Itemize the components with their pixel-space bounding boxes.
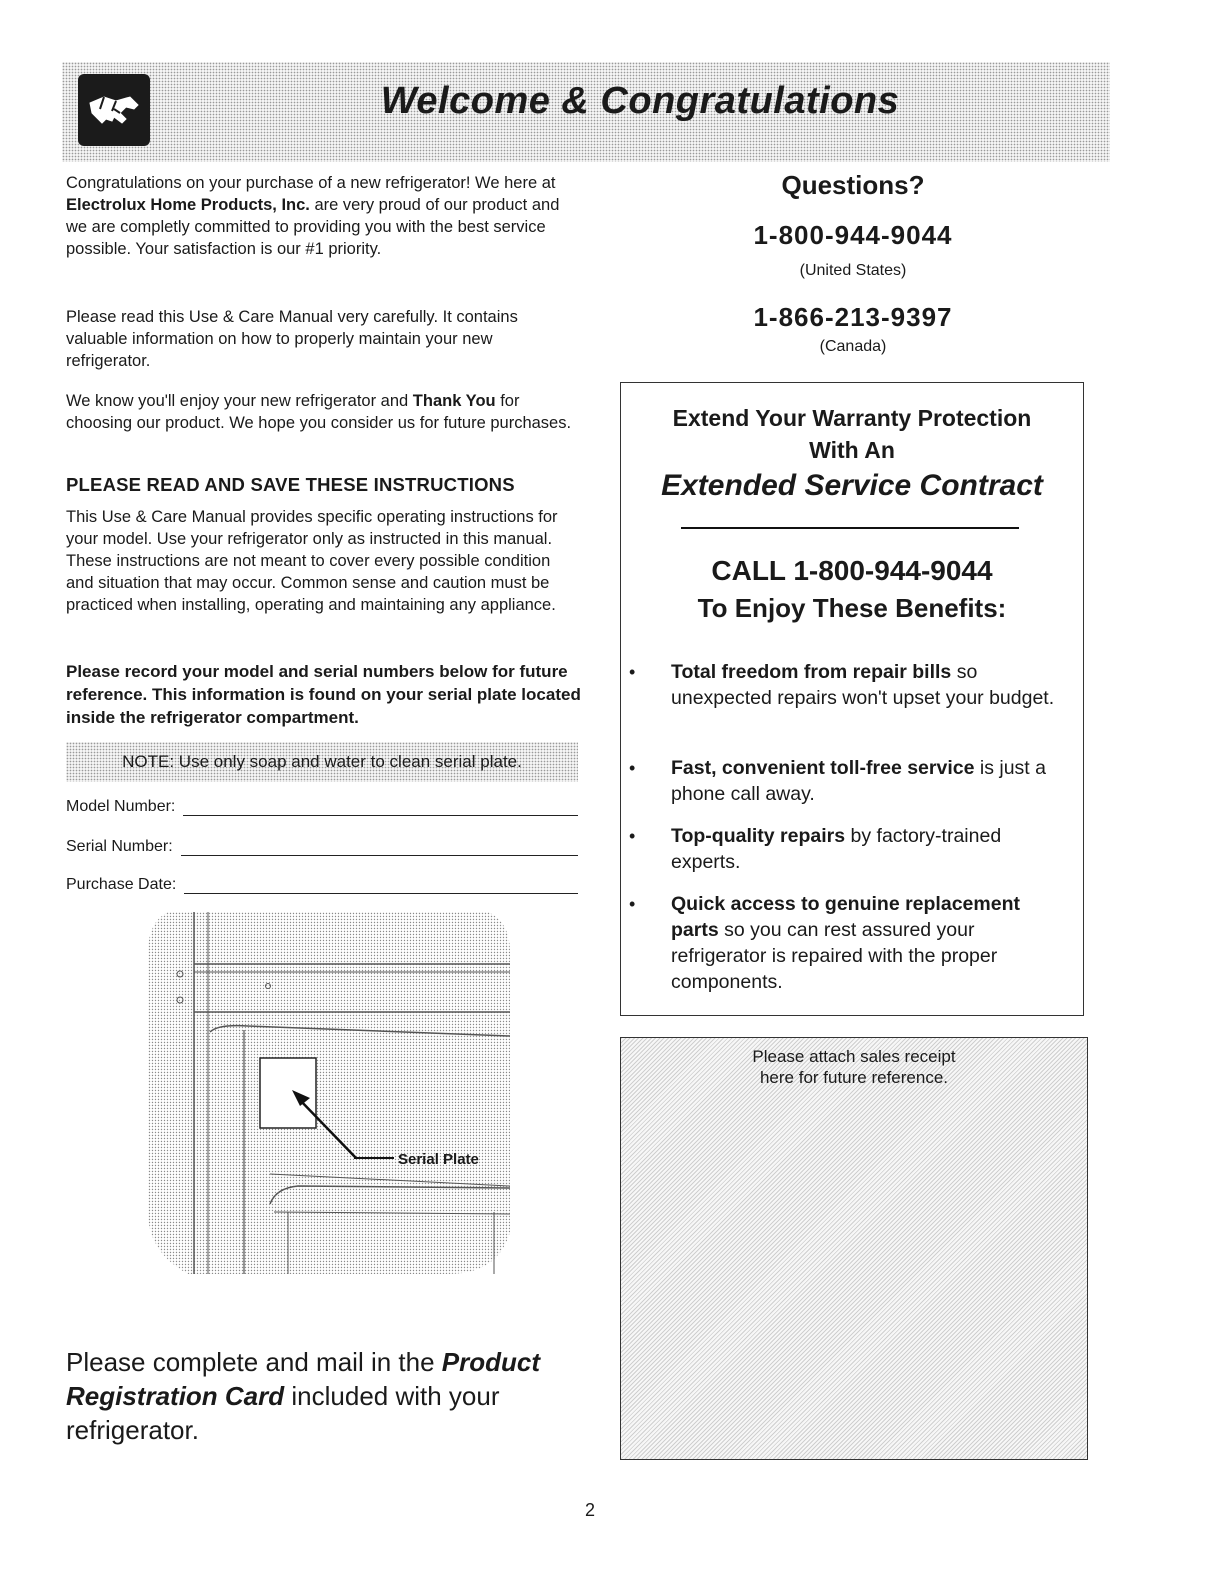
- warranty-subheading: With An: [809, 437, 895, 463]
- serial-number-label: Serial Number:: [66, 838, 173, 855]
- serial-number-line[interactable]: [181, 841, 578, 856]
- divider: [681, 527, 1019, 529]
- canada-phone-label: (Canada): [819, 338, 887, 355]
- record-numbers-notice: Please record your model and serial numbers below for future reference. This information is found on your serial plate located inside the refrigerator compartment.: [66, 662, 581, 727]
- canada-phone-number: 1-866-213-9397: [753, 302, 953, 332]
- warranty-heading: Extend Your Warranty Protection: [672, 405, 1032, 431]
- us-phone-number: 1-800-944-9044: [753, 220, 953, 250]
- serial-plate-marker: [260, 1058, 316, 1128]
- note-box: [66, 742, 578, 782]
- intro-paragraph-1: Congratulations on your purchase of a new refrigerator! We here at Electrolux Home Products, Inc. are very proud of our product and we are completly committed to providing you with the best service possible. Your satisfaction is our #1 priority.: [66, 174, 560, 258]
- bullet-icon: •: [629, 758, 636, 778]
- receipt-line-2: here for future reference.: [759, 1068, 949, 1087]
- model-number-line[interactable]: [183, 801, 578, 816]
- intro-paragraph-3: We know you'll enjoy your new refrigerator and Thank You for choosing our product. We hope you consider us for future purchases.: [66, 392, 572, 432]
- model-number-field[interactable]: [66, 792, 578, 816]
- bullet-icon: •: [629, 662, 636, 682]
- registration-note: Please complete and mail in the Product Registration Card included with your refrigerator.: [66, 1347, 541, 1445]
- instructions-heading: PLEASE READ AND SAVE THESE INSTRUCTIONS: [66, 474, 515, 495]
- serial-plate-label: Serial Plate: [398, 1151, 479, 1168]
- extended-service-title: Extended Service Contract: [661, 469, 1043, 502]
- page-number: 2: [584, 1500, 595, 1520]
- benefits-heading: To Enjoy These Benefits:: [697, 593, 1007, 623]
- handshake-icon: [78, 74, 150, 146]
- refrigerator-illustration: [148, 912, 510, 1274]
- warranty-box: Extend Your Warranty Protection With An Extended Service Contract CALL 1-800-944-9044 To Enjoy These Benefits: • Total freedom from repair bills so unexpected repairs won't upset your budget. • Fast, convenient toll-free service is just a phone call away. • Top-quality repairs by factory-trained experts. • Quick access to genuine replacement parts so you can rest assured your refrigerator is repaired with the proper components.: [620, 382, 1084, 1016]
- receipt-instructions: [621, 1046, 1087, 1088]
- purchase-date-field[interactable]: [66, 870, 578, 894]
- purchase-date-label: Purchase Date:: [66, 876, 177, 893]
- receipt-attach-area: [620, 1037, 1088, 1460]
- bullet-icon: •: [629, 826, 636, 846]
- intro-paragraph-2: Please read this Use & Care Manual very carefully. It contains valuable information on how to properly maintain your new refrigerator.: [66, 308, 518, 370]
- model-number-label: Model Number:: [66, 798, 176, 815]
- us-phone-label: (United States): [799, 262, 907, 279]
- page-title: Welcome & Congratulations: [380, 80, 900, 122]
- serial-number-field[interactable]: [66, 832, 578, 856]
- bullet-icon: •: [629, 894, 636, 914]
- questions-heading: Questions?: [781, 170, 925, 200]
- note-text: NOTE: Use only soap and water to clean serial plate.: [122, 752, 522, 771]
- purchase-date-line[interactable]: [184, 879, 578, 894]
- instructions-body: This Use & Care Manual provides specific operating instructions for your model. Use your refrigerator only as instructed in this manual. These instructions are not meant to cover every possible condition and situation that may occur. Common sense and caution must be practiced when installing, operating and maintaining any appliance.: [66, 508, 558, 614]
- receipt-line-1: Please attach sales receipt: [752, 1047, 956, 1066]
- call-number: CALL 1-800-944-9044: [711, 555, 993, 586]
